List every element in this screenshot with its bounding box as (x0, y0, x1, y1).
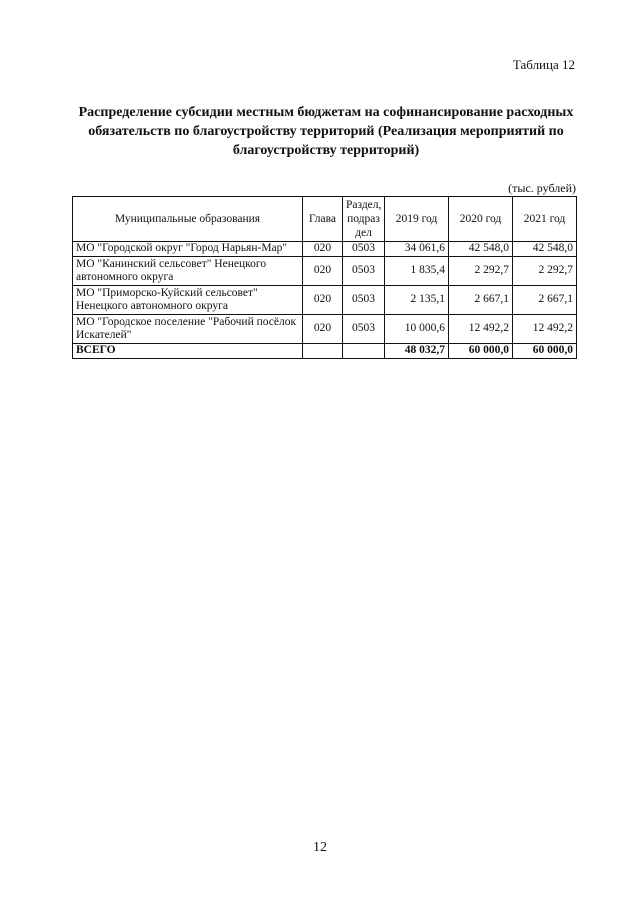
total-2019: 48 032,7 (385, 344, 449, 359)
header-chapter: Глава (303, 197, 343, 242)
row-section: 0503 (343, 286, 385, 315)
total-row (73, 344, 577, 359)
row-2020: 42 548,0 (449, 242, 513, 257)
total-section-empty (343, 344, 385, 359)
table-row (73, 286, 577, 315)
row-municipality: МО "Канинский сельсовет" Ненецкого автономного округа (73, 257, 303, 286)
row-chapter: 020 (303, 242, 343, 257)
row-chapter: 020 (303, 315, 343, 344)
row-2019: 2 135,1 (385, 286, 449, 315)
page-number: 12 (313, 840, 327, 855)
row-2020: 12 492,2 (449, 315, 513, 344)
row-chapter: 020 (303, 257, 343, 286)
table-number-label: Таблица 12 (512, 57, 575, 72)
row-2021: 2 292,7 (513, 257, 577, 286)
document-title: Распределение субсидии местным бюджетам на софинансирование расходных обязательств по благоустройству территорий (Реализация мероприятий по благоустройству территорий) (78, 105, 574, 158)
row-2020: 2 292,7 (449, 257, 513, 286)
total-2021: 60 000,0 (513, 344, 577, 359)
header-2019: 2019 год (385, 197, 449, 242)
row-2020: 2 667,1 (449, 286, 513, 315)
row-municipality: МО "Городской округ "Город Нарьян-Мар" (73, 242, 303, 257)
row-2021: 2 667,1 (513, 286, 577, 315)
header-section: Раздел, подраз дел (343, 197, 385, 242)
row-2021: 42 548,0 (513, 242, 577, 257)
table-row (73, 257, 577, 286)
header-2020: 2020 год (449, 197, 513, 242)
row-2019: 34 061,6 (385, 242, 449, 257)
total-label: ВСЕГО (73, 344, 303, 359)
units-label: (тыс. рублей) (508, 181, 576, 195)
table-header-row (73, 197, 577, 242)
total-2020: 60 000,0 (449, 344, 513, 359)
header-2021: 2021 год (513, 197, 577, 242)
table-row (73, 242, 577, 257)
row-municipality: МО "Городское поселение "Рабочий посёлок Искателей" (73, 315, 303, 344)
subsidy-distribution-table (72, 196, 577, 359)
row-section: 0503 (343, 315, 385, 344)
row-section: 0503 (343, 242, 385, 257)
row-municipality: МО "Приморско-Куйский сельсовет" Ненецкого автономного округа (73, 286, 303, 315)
row-section: 0503 (343, 257, 385, 286)
row-2019: 1 835,4 (385, 257, 449, 286)
header-municipality: Муниципальные образования (73, 197, 303, 242)
total-chapter-empty (303, 344, 343, 359)
row-2021: 12 492,2 (513, 315, 577, 344)
row-chapter: 020 (303, 286, 343, 315)
row-2019: 10 000,6 (385, 315, 449, 344)
table-row (73, 315, 577, 344)
